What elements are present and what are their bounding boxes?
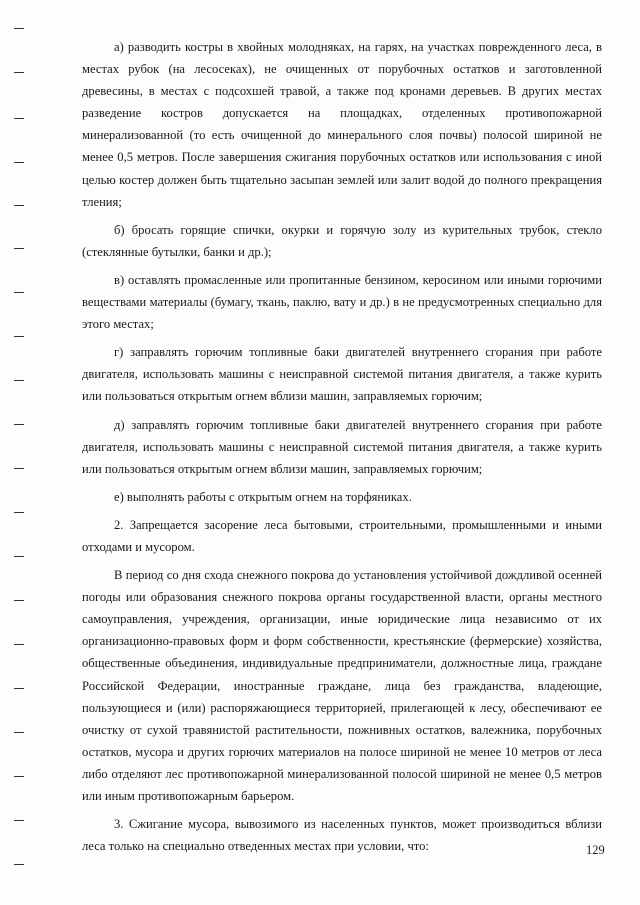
paragraph-a: а) разводить костры в хвойных молодняках, на гарях, на участках поврежденного леса, в местах рубок (на лесосеках), не очищенных от порубочных остатков и заготовленной древесины, в местах с подсохшей травой, а также под кронами деревьев. В других местах разведение костров допускается на площадках, отделенных противопожарной минерализованной (то есть очищенной до минерального слоя почвы) полосой шириной не менее 0,5 метров. После завершения сжигания порубочных остатков или использования с иной целью костер должен быть тщательно засыпан землей или залит водой до полного прекращения тления; bbox=[82, 40, 602, 209]
margin-tick bbox=[14, 776, 24, 777]
margin-tick bbox=[14, 162, 24, 163]
margin-tick bbox=[14, 864, 24, 865]
margin-tick bbox=[14, 688, 24, 689]
margin-tick bbox=[14, 644, 24, 645]
margin-tick bbox=[14, 380, 24, 381]
margin-tick bbox=[14, 28, 24, 29]
margin-tick bbox=[14, 600, 24, 601]
page-number: 129 bbox=[586, 843, 605, 857]
margin-tick bbox=[14, 72, 24, 73]
margin-tick bbox=[14, 118, 24, 119]
margin-tick bbox=[14, 512, 24, 513]
margin-tick bbox=[14, 424, 24, 425]
paragraph-b: б) бросать горящие спички, окурки и горячую золу из курительных трубок, стекло (стеклянные бутылки, банки и др.); bbox=[82, 222, 602, 259]
margin-tick bbox=[14, 468, 24, 469]
paragraph-2: 2. Запрещается засорение леса бытовыми, строительными, промышленными и иными отходами и мусором. bbox=[82, 517, 602, 554]
margin-tick bbox=[14, 205, 24, 206]
paragraph-v: в) оставлять промасленные или пропитанные бензином, керосином или иными горючими веществами материалы (бумагу, ткань, паклю, вату и др.) в не предусмотренных специально для этого местах; bbox=[82, 272, 602, 332]
margin-tick bbox=[14, 248, 24, 249]
margin-tick bbox=[14, 820, 24, 821]
paragraph-e: е) выполнять работы с открытым огнем на торфяниках. bbox=[114, 489, 412, 504]
paragraph-period: В период со дня схода снежного покрова до установления устойчивой дождливой осенней погоды или образования снежного покрова органы государственной власти, органы местного самоуправления, учреждения, организации, иные юридические лица независимо от их организационно-правовых форм и форм собственности, крестьянские (фермерские) хозяйства, общественные объединения, индивидуальные предприниматели, должностные лица, граждане Российской Федерации, иностранные граждане, лица без гражданства, владеющие, пользующиеся и (или) распоряжающиеся территорией, прилегающей к лесу, обеспечивают ее очистку от сухой травянистой растительности, пожнивных остатков, валежника, порубочных остатков, мусора и других горючих материалов на полосе шириной не менее 10 метров от леса либо отделяют лес противопожарной минерализованной полосой шириной не менее 0,5 метров или иным противопожарным барьером. bbox=[82, 568, 602, 803]
margin-tick-marks bbox=[14, 20, 28, 880]
margin-tick bbox=[14, 732, 24, 733]
paragraph-g: г) заправлять горючим топливные баки двигателей внутреннего сгорания при работе двигателя, использовать машины с неисправной системой питания двигателя, а также курить или пользоваться открытым огнем вблизи машин, заправляемых горючим; bbox=[82, 345, 602, 404]
document-body bbox=[82, 36, 602, 857]
paragraph-d: д) заправлять горючим топливные баки двигателей внутреннего сгорания при работе двигателя, использовать машины с неисправной системой питания двигателя, а также курить или пользоваться открытым огнем вблизи машин, заправляемых горючим; bbox=[82, 417, 602, 476]
paragraph-3: 3. Сжигание мусора, вывозимого из населенных пунктов, может производиться вблизи леса только на специально отведенных местах при условии, что: bbox=[82, 817, 602, 854]
margin-tick bbox=[14, 292, 24, 293]
margin-tick bbox=[14, 556, 24, 557]
margin-tick bbox=[14, 336, 24, 337]
